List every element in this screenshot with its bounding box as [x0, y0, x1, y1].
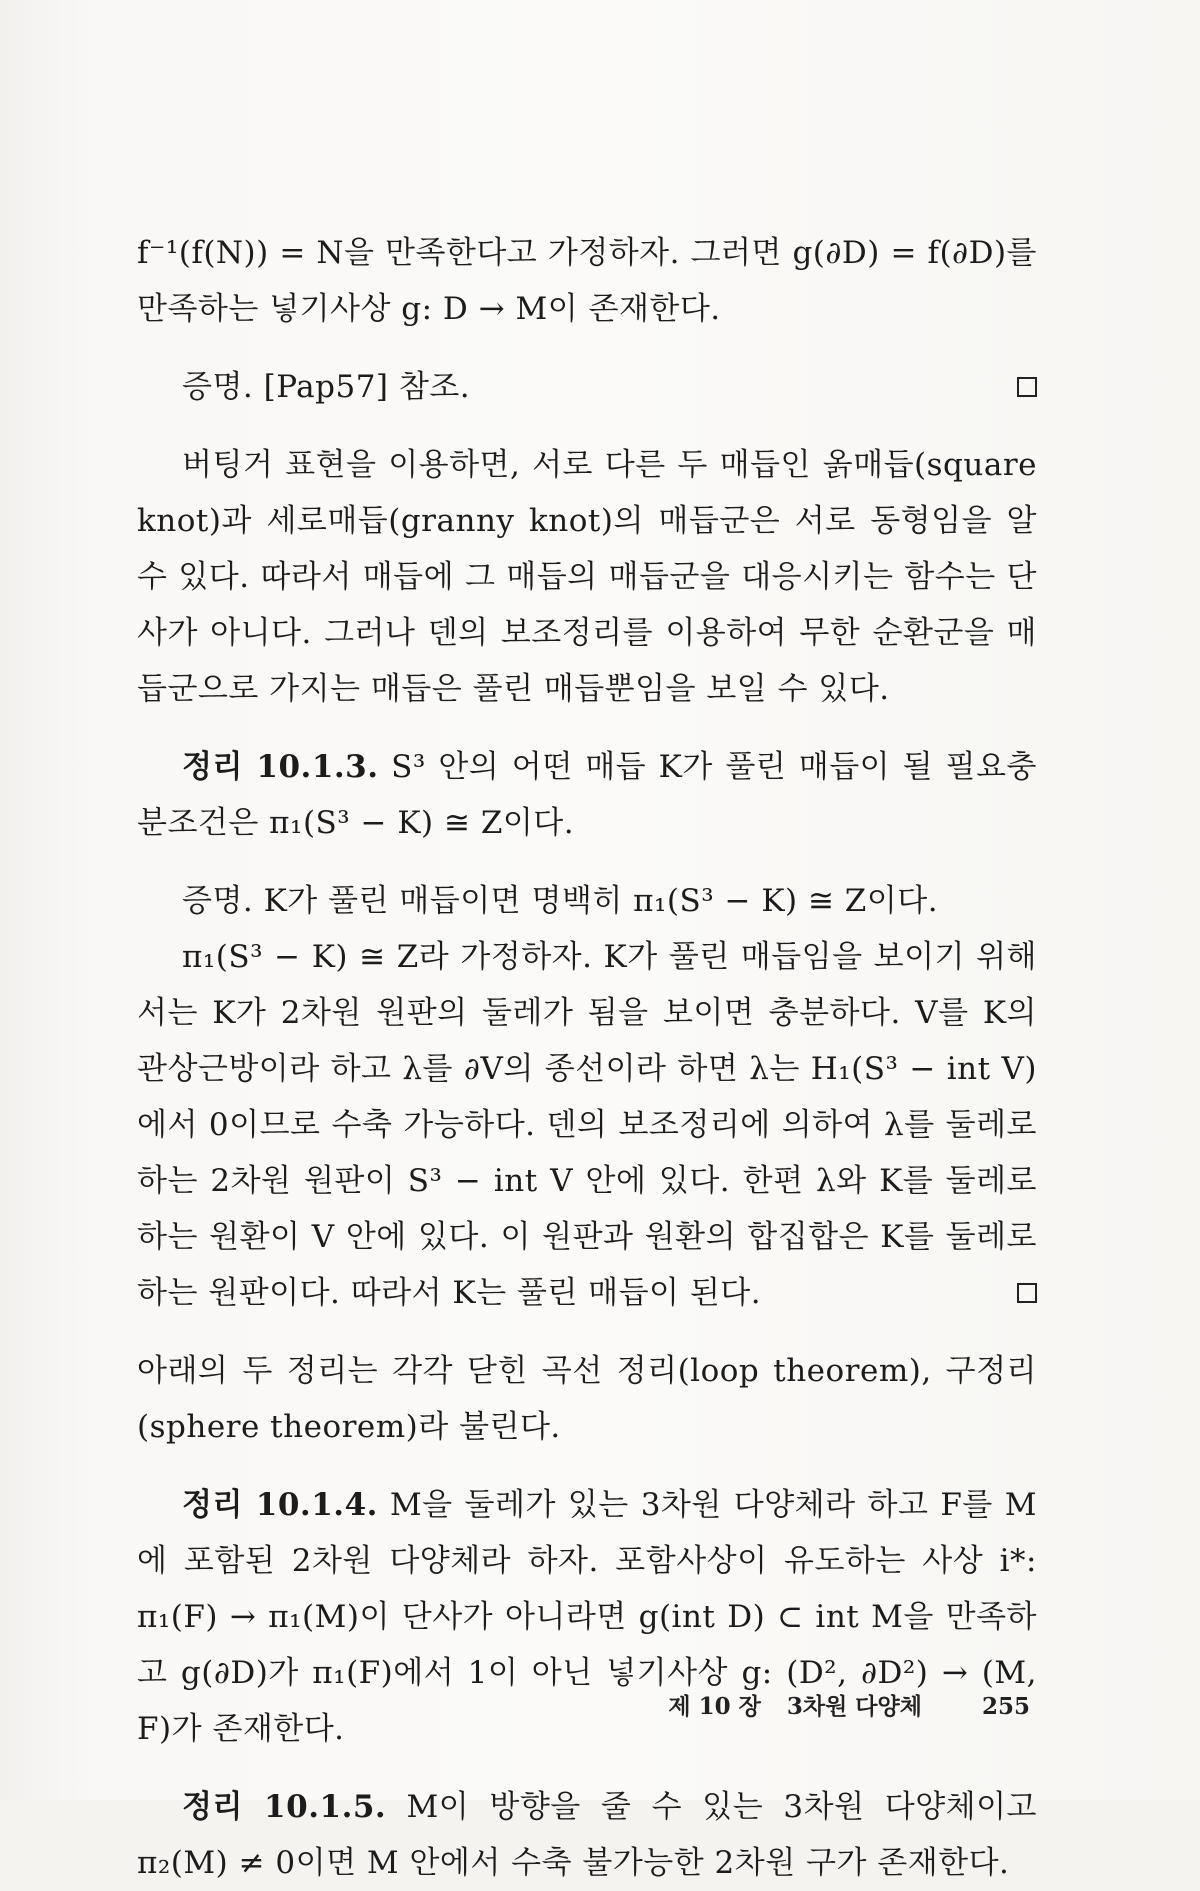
footer-title: 3차원 다양체 [786, 1693, 922, 1720]
proof-body-text: π₁(S³ − K) ≅ Z라 가정하자. K가 풀린 매듭임을 보이기 위해서는 K가 2차원 원판의 둘레가 됨을 보이면 충분하다. V를 K의 관상근방이라 하고 λ를 ∂V의 종선이라 하면 λ는 H₁(S³ − int V)에서 0이므로 수축 가능하다. 덴의 보조정리에 의하여 λ를 둘레로 하는 2차원 원판이 S³ − int V 안에 있다. 한편 λ와 K를 둘레로 하는 원환이 V 안에 있다. 이 원판과 원환의 합집합은 K를 둘레로 하는 원판이다. 따라서 K는 풀린 매듭이 된다. [137, 939, 1037, 1311]
theorem-statement: M이 방향을 줄 수 있는 3차원 다양체이고 π₂(M) ≠ 0이면 M 안에서 수축 불가능한 2차원 구가 존재한다. [137, 1789, 1037, 1881]
proof-start: 증명. K가 풀린 매듭이면 명백히 π₁(S³ − K) ≅ Z이다. [182, 883, 939, 919]
page-number: 255 [981, 1693, 1030, 1720]
theorem-statement: S³ 안의 어떤 매듭 K가 풀린 매듭이 될 필요충분조건은 π₁(S³ − K) ≅ Z이다. [137, 749, 1037, 841]
theorem-10-1-3 [137, 739, 1037, 851]
paragraph-theorems-intro: 아래의 두 정리는 각각 닫힌 곡선 정리(loop theorem), 구정리(sphere theorem)라 불린다. [137, 1353, 1037, 1445]
paragraph-wirtinger: 버팅거 표현을 이용하면, 서로 다른 두 매듭인 옭매듭(square knot)과 세로매듭(granny knot)의 매듭군은 서로 동형임을 알 수 있다. 따라서 매듭에 그 매듭의 매듭군을 대응시키는 함수는 단사가 아니다. 그러나 덴의 보조정리를 이용하여 무한 순환군을 매듭군으로 가지는 매듭은 풀린 매듭뿐임을 보일 수 있다. [137, 447, 1037, 707]
theorem-head: 정리 10.1.4. [182, 1487, 378, 1523]
theorem-statement: M을 둘레가 있는 3차원 다양체라 하고 F를 M에 포함된 2차원 다양체라 하자. 포함사상이 유도하는 사상 i*: π₁(F) → π₁(M)이 단사가 아니라면 g(int D) ⊂ int M을 만족하고 g(∂D)가 π₁(F)에서 1이 아닌 넣기사상 g: (D², ∂D²) → (M, F)가 존재한다. [137, 1487, 1037, 1747]
proof-reference [137, 359, 1037, 415]
qed-box-icon [1017, 377, 1037, 397]
text-body [137, 225, 1037, 1891]
theorem-head: 정리 10.1.5. [182, 1789, 387, 1825]
proof-body [137, 929, 1037, 1321]
footer-chapter: 제 10 장 [668, 1693, 761, 1720]
theorem-head: 정리 10.1.3. [182, 749, 379, 785]
proof-text: 증명. [Pap57] 참조. [182, 369, 471, 405]
paragraph-continuation: f⁻¹(f(N)) = N을 만족한다고 가정하자. 그러면 g(∂D) = f(∂D)를 만족하는 넣기사상 g: D → M이 존재한다. [137, 235, 1037, 327]
page-footer [650, 1688, 1030, 1721]
theorem-10-1-5 [137, 1779, 1037, 1891]
qed-box-icon [1017, 1283, 1037, 1303]
